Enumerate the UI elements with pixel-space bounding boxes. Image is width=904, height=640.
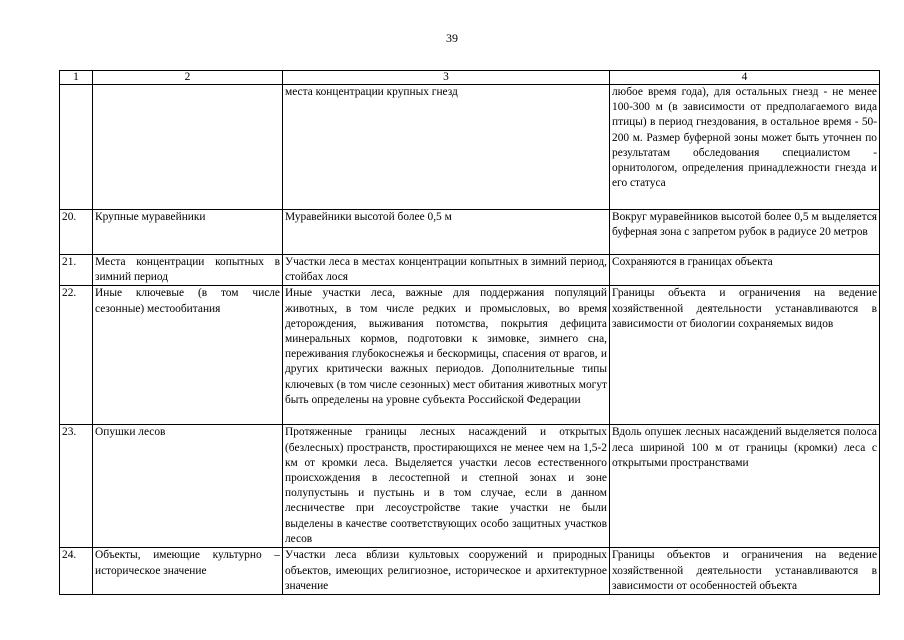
column-header: 1 (60, 71, 93, 85)
table-row (60, 548, 880, 595)
table-row (60, 255, 880, 286)
table-row (60, 286, 880, 425)
column-header: 3 (283, 71, 610, 85)
measures-cell: Вокруг муравейников высотой более 0,5 м выделяется буферная зона с запретом рубок в радиусе 20 метров (610, 210, 880, 255)
measures-cell: любое время года), для остальных гнезд - не менее 100-300 м (в зависимости от предполагаемого вида птицы) в период гнездования, в остальное время - 50-200 м. Размер буферной зоны может быть уточнен по результатам обследования специалистом - орнитологом, определения принадлежности гнезда и его статуса (610, 85, 880, 210)
table-row (60, 425, 880, 548)
row-number-cell: 23. (60, 425, 93, 548)
description-cell: Участки леса вблизи культовых сооружений и природных объектов, имеющих религиозное, историческое и архитектурное значение (283, 548, 610, 595)
measures-cell: Границы объектов и ограничения на ведение хозяйственной деятельности устанавливаются в зависимости от особенностей объекта (610, 548, 880, 595)
object-cell: Объекты, имеющие культурно – историческое значение (93, 548, 283, 595)
column-header: 4 (610, 71, 880, 85)
row-number-cell: 22. (60, 286, 93, 425)
table-row (60, 85, 880, 210)
data-table (59, 70, 880, 595)
description-cell: Иные участки леса, важные для поддержания популяций животных, в том числе редких и промысловых, во время деторождения, выживания потомства, покрытия дефицита минеральных кормов, подготовки к зимовке, зимнего сна, переживания глубокоснежья и бескормицы, спасения от врагов, и других критически важных периодов. Дополнительные типы ключевых (в том числе сезонных) мест обитания животных могут быть определены на уровне субъекта Российской Федерации (283, 286, 610, 425)
object-cell: Крупные муравейники (93, 210, 283, 255)
description-cell: Участки леса в местах концентрации копытных в зимний период, стойбах лося (283, 255, 610, 286)
description-cell: места концентрации крупных гнезд (283, 85, 610, 210)
table-row (60, 210, 880, 255)
page-number: 39 (446, 31, 458, 45)
object-cell: Иные ключевые (в том числе сезонные) местообитания (93, 286, 283, 425)
row-number-cell: 24. (60, 548, 93, 595)
object-cell (93, 85, 283, 210)
description-cell: Муравейники высотой более 0,5 м (283, 210, 610, 255)
measures-cell: Вдоль опушек лесных насаждений выделяется полоса леса шириной 100 м от границы (кромки) леса с открытыми пространствами (610, 425, 880, 548)
object-cell: Опушки лесов (93, 425, 283, 548)
column-header: 2 (93, 71, 283, 85)
measures-cell: Границы объекта и ограничения на ведение хозяйственной деятельности устанавливаются в зависимости от биологии сохраняемых видов (610, 286, 880, 425)
row-number-cell: 21. (60, 255, 93, 286)
measures-cell: Сохраняются в границах объекта (610, 255, 880, 286)
object-cell: Места концентрации копытных в зимний период (93, 255, 283, 286)
description-cell: Протяженные границы лесных насаждений и открытых (безлесных) пространств, простирающихся не менее чем на 1,5-2 км от кромки леса. Выделяется участки лесов естественного происхождения в лесостепной и степной зонах и зоне полупустынь и пустынь и в том случае, если в данном лесничестве при лесоустройстве такие участки не были выделены в качестве соответствующих особо защитных участков лесов (283, 425, 610, 548)
table-header-row (60, 71, 880, 85)
row-number-cell: 20. (60, 210, 93, 255)
row-number-cell (60, 85, 93, 210)
